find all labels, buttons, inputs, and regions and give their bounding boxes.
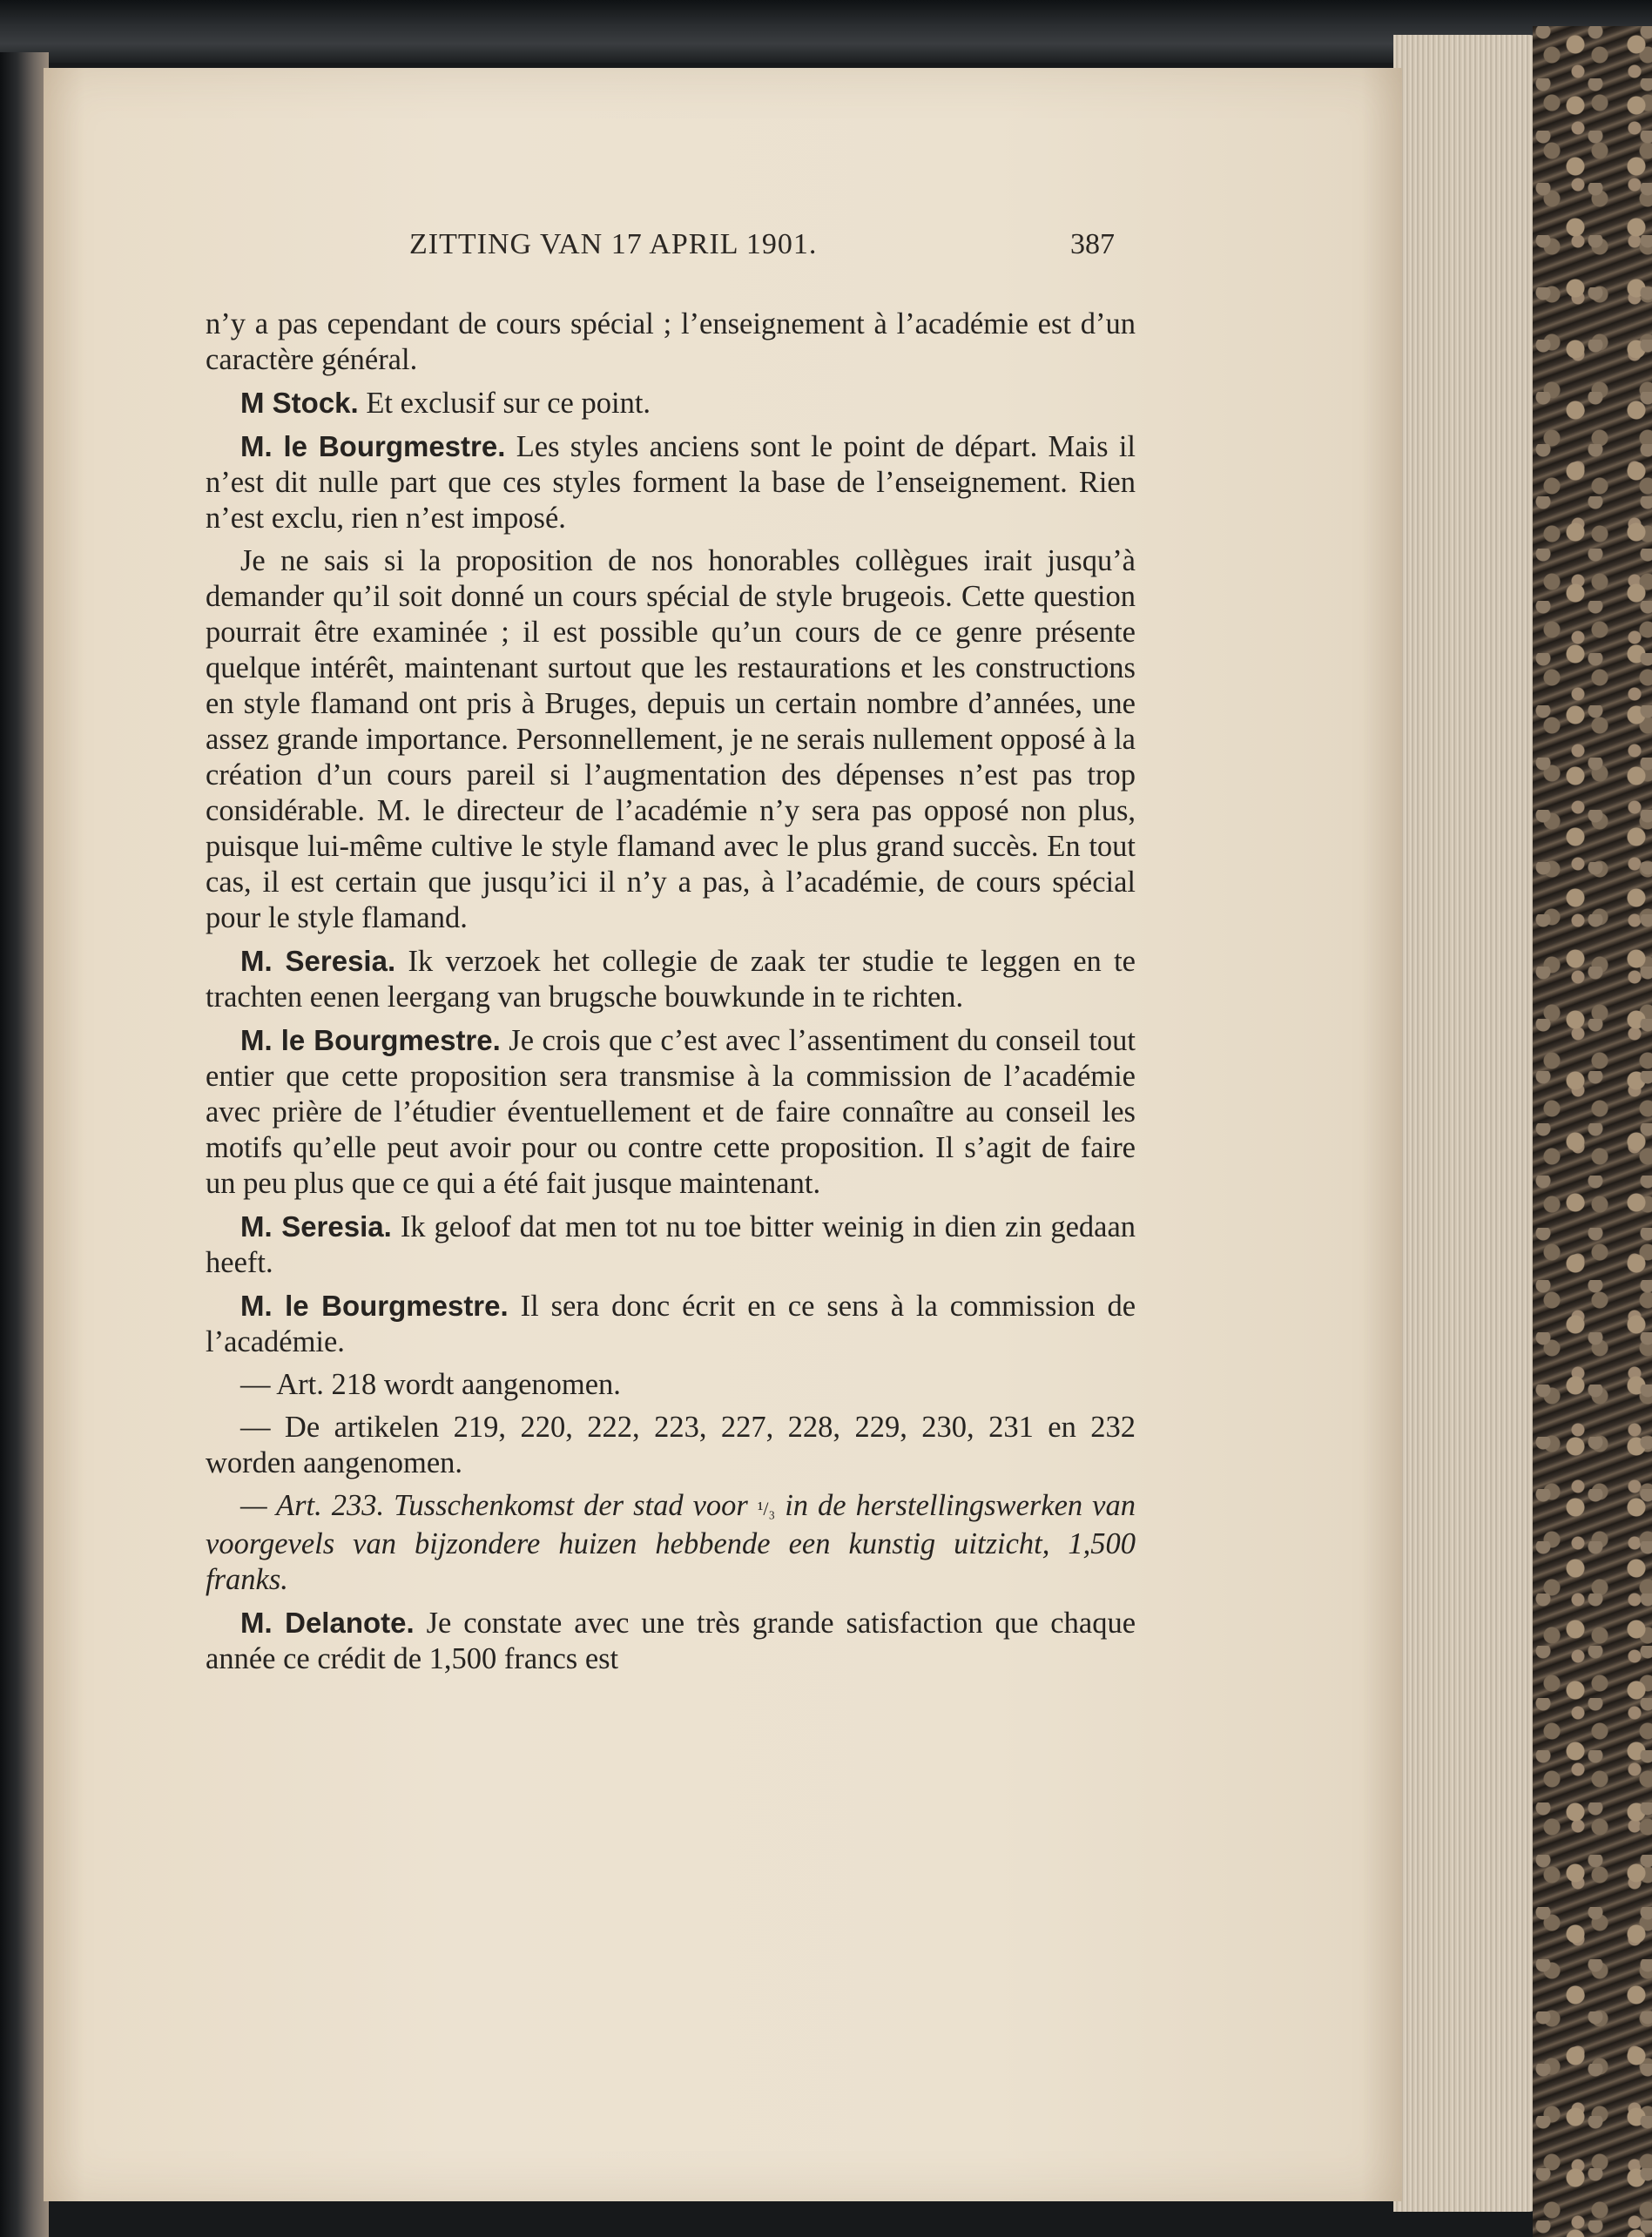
paragraph-text: Je crois que c’est avec l’assentiment du conseil tout entier que cette proposition sera transmise à la commission de l’académie avec prière de l’étudier éventuellement et de faire connaître au conseil les motifs qu’elle peut avoir pour ou contre cette proposition. Il s’agit de faire un peu plus que ce qui a été fait jusque maintenant. (206, 1024, 1136, 1200)
paragraph (206, 385, 1136, 421)
paragraph (206, 943, 1136, 1015)
paragraph (206, 307, 1136, 378)
page-number: 387 (1070, 228, 1115, 260)
fraction: ¹/₃ (757, 1498, 776, 1519)
book-fore-edge (1393, 35, 1541, 2212)
paragraph-text: n’y a pas cependant de cours spécial ; l’enseignement à l’académie est d’un caractère général. (206, 307, 1136, 376)
paragraph-text: Je ne sais si la proposition de nos honorables collègues irait jusqu’à demander qu’il soit donné un cours spécial de style brugeois. Cette question pourrait être examinée ; il est possible qu’un cours de ce genre présente quelque intérêt, maintenant surtout que les restaurations et les constructions en style flamand ont pris à Bruges, depuis un certain nombre d’années, une assez grande importance. Personnellement, je ne serais nullement opposé à la création d’un cours pareil si l’augmentation des dépenses n’est pas trop considérable. M. le directeur de l’académie n’y sera pas opposé non plus, puisque lui-même cultive le style flamand avec le plus grand succès. En tout cas, il est certain que jusqu’ici il n’y a pas, à l’académie, de cours spécial pour le style flamand. (206, 544, 1136, 934)
paragraph (206, 1410, 1136, 1481)
paragraph-text: Et exclusif sur ce point. (366, 387, 651, 420)
page-header (409, 228, 1115, 263)
paragraph (206, 428, 1136, 536)
paragraph (206, 1022, 1136, 1202)
paragraph (206, 1605, 1136, 1677)
paragraph (206, 1488, 1136, 1598)
paragraph-text: — De artikelen 219, 220, 222, 223, 227, 228, 229, 230, 231 en 232 worden aangenomen. (206, 1411, 1136, 1479)
speaker-name: M Stock. (240, 387, 359, 419)
paragraph (206, 1367, 1136, 1403)
body-text (206, 307, 1136, 1684)
speaker-name: M. le Bourgmestre. (240, 1024, 501, 1056)
article-heading-rest: in de herstellingswerken van voorgevels van bijzondere huizen hebbende een kunstig uitzicht, 1,500 franks. (206, 1489, 1136, 1596)
paragraph-text: Je constate avec une très grande satisfaction que chaque année ce crédit de 1,500 francs est (206, 1607, 1136, 1675)
speaker-name: M. Delanote. (240, 1607, 415, 1639)
paragraph-text: Il sera donc écrit en ce sens à la commission de l’académie. (206, 1290, 1136, 1358)
speaker-name: M. le Bourgmestre. (240, 430, 506, 462)
paragraph (206, 1288, 1136, 1360)
paragraph-text: Les styles anciens sont le point de départ. Mais il n’est dit nulle part que ces styles forment la base de l’enseignement. Rien n’est exclu, rien n’est imposé. (206, 430, 1136, 535)
paragraph-text: Ik verzoek het collegie de zaak ter studie te leggen en te trachten eenen leergang van brugsche bouwkunde in te richten. (206, 945, 1136, 1014)
speaker-name: M. le Bourgmestre. (240, 1290, 509, 1322)
paragraph-text: — Art. 218 wordt aangenomen. (240, 1368, 621, 1401)
running-head: ZITTING VAN 17 APRIL 1901. (409, 228, 818, 260)
speaker-name: M. Seresia. (240, 945, 396, 977)
article-heading: — Art. 233. Tusschenkomst der stad voor (240, 1489, 758, 1522)
speaker-name: M. Seresia. (240, 1210, 392, 1243)
marbled-cover (1533, 26, 1652, 2237)
left-page-edge (0, 52, 49, 2237)
paragraph (206, 543, 1136, 936)
paragraph (206, 1209, 1136, 1281)
paragraph-text: Ik geloof dat men tot nu toe bitter weinig in dien zin gedaan heeft. (206, 1210, 1136, 1279)
